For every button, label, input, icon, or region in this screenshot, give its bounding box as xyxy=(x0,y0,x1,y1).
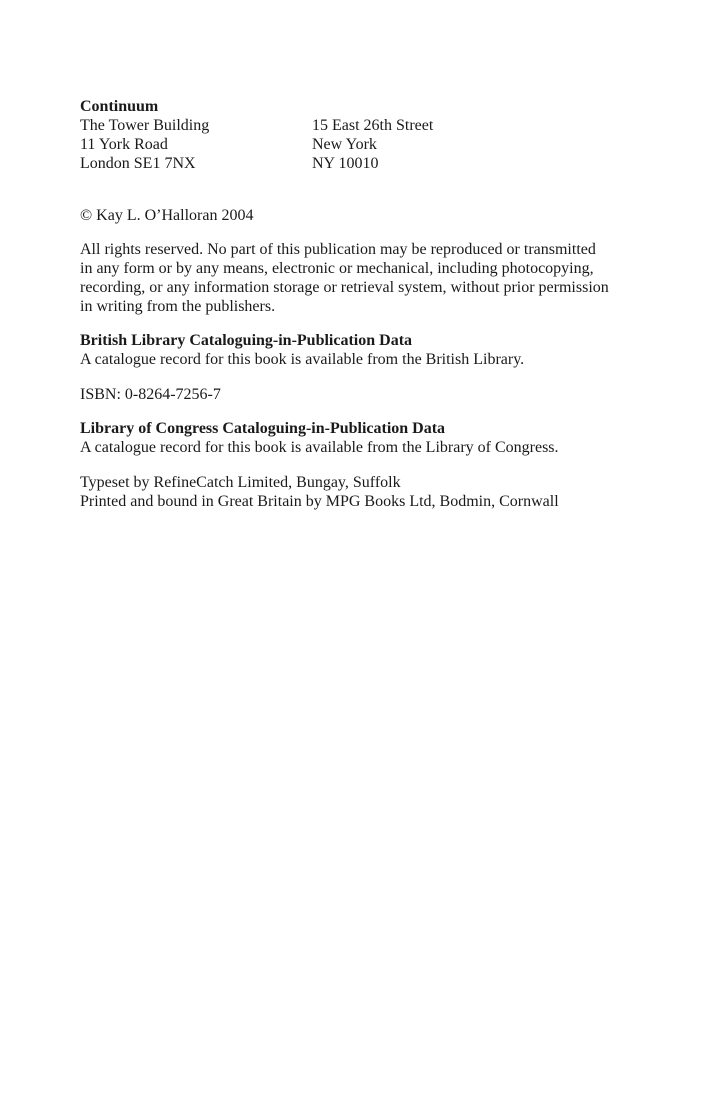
uk-address xyxy=(80,116,209,173)
typeset-credit: Typeset by RefineCatch Limited, Bungay, Suffolk xyxy=(80,474,401,491)
british-library-section xyxy=(80,331,680,369)
publisher-name: Continuum xyxy=(80,98,159,115)
us-address-line: New York xyxy=(312,136,377,153)
library-of-congress-heading: Library of Congress Cataloguing-in-Publication Data xyxy=(80,420,446,437)
copyright-page xyxy=(80,97,680,511)
isbn: ISBN: 0-8264-7256-7 xyxy=(80,386,221,403)
uk-address-line: 11 York Road xyxy=(80,136,168,153)
library-of-congress-section xyxy=(80,419,680,457)
uk-address-line: The Tower Building xyxy=(80,117,210,134)
copyright-notice: © Kay L. O’Halloran 2004 xyxy=(80,207,254,224)
rights-line: All rights reserved. No part of this publication may be reproduced or transmitted xyxy=(80,241,596,258)
rights-statement xyxy=(80,240,680,316)
library-of-congress-text: A catalogue record for this book is available from the Library of Congress. xyxy=(80,439,559,456)
rights-line: recording, or any information storage or retrieval system, without prior permission xyxy=(80,279,609,296)
production-credits xyxy=(80,473,680,511)
rights-line: in writing from the publishers. xyxy=(80,298,276,315)
publisher-addresses xyxy=(80,116,680,193)
us-address-line: NY 10010 xyxy=(312,155,379,172)
printing-credit: Printed and bound in Great Britain by MPG Books Ltd, Bodmin, Cornwall xyxy=(80,493,559,510)
uk-address-line: London SE1 7NX xyxy=(80,155,196,172)
british-library-text: A catalogue record for this book is available from the British Library. xyxy=(80,351,525,368)
british-library-heading: British Library Cataloguing-in-Publication Data xyxy=(80,332,413,349)
rights-line: in any form or by any means, electronic or mechanical, including photocopying, xyxy=(80,260,594,277)
us-address-line: 15 East 26th Street xyxy=(312,117,434,134)
us-address xyxy=(312,116,433,173)
